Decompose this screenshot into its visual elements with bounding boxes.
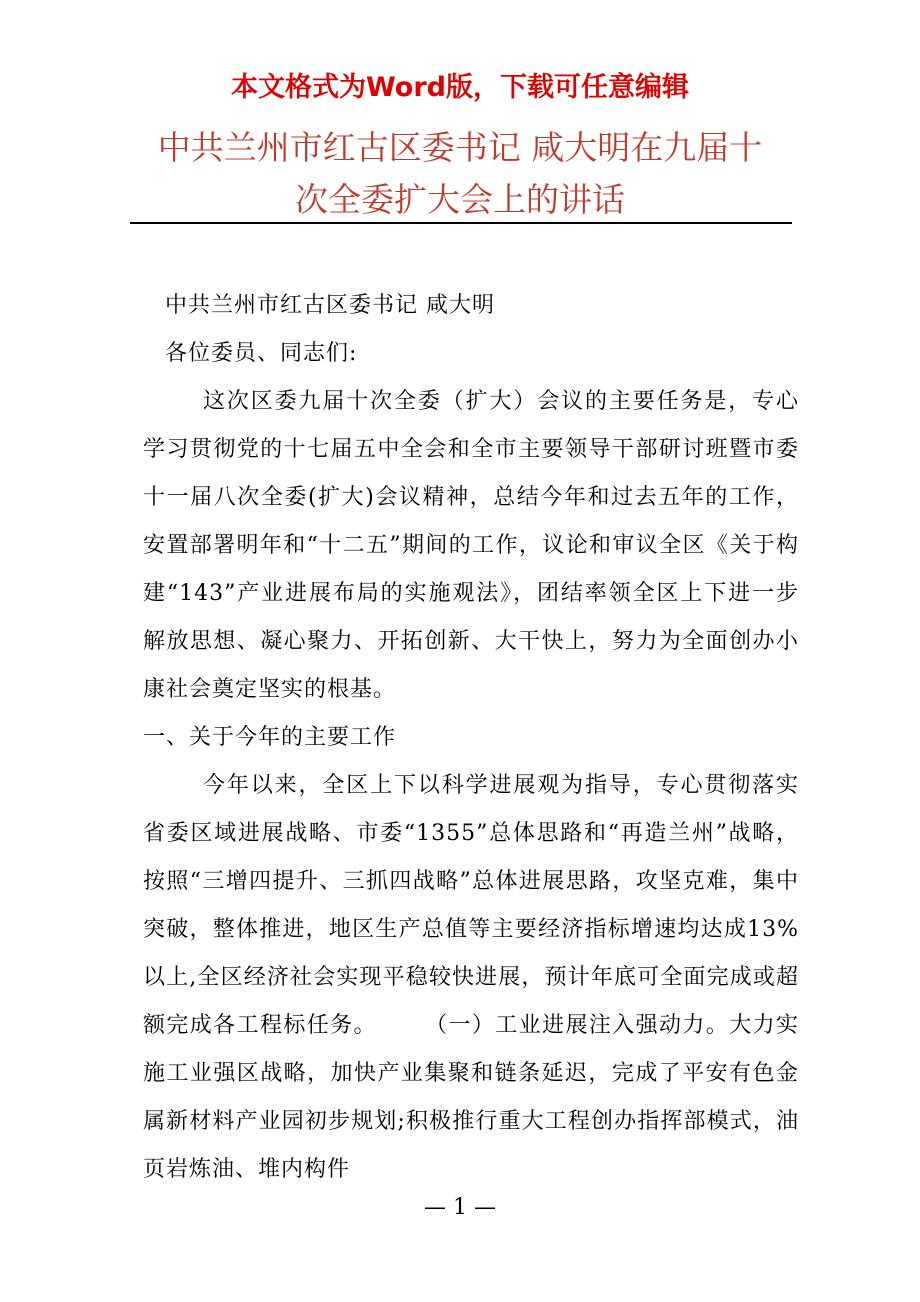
title-line-1: 中共兰州市红古区委书记 咸大明在九届十 [157, 128, 763, 167]
paragraph-intro: 这次区委九届十次全委（扩大）会议的主要任务是，专心学习贯彻党的十七届五中全会和全市主要领导干部研讨班暨市委十一届八次全委(扩大)会议精神，总结今年和过去五年的工作，安置部署明年和“十二五”期间的工作，议论和审议全区《关于构建“143”产业进展布局的实施观法》，团结率领全区上下进一步解放思想、凝心聚力、开拓创新、大干快上，努力为全面创办小康社会奠定坚实的根基。 [143, 389, 799, 702]
page-number: — 1 — [424, 1195, 496, 1220]
author-line: 中共兰州市红古区委书记 咸大明 [165, 293, 495, 318]
format-notice: 本文格式为Word版，下载可任意编辑 [230, 72, 689, 103]
section-heading-1: 一、关于今年的主要工作 [143, 725, 397, 750]
paragraph-main-work: 今年以来，全区上下以科学进展观为指导，专心贯彻落实省委区域进展战略、市委“1355”总体思路和“再造兰州”战略，按照“三增四提升、三抓四战略”总体进展思路，攻坚克难，集中突破，整体推进，地区生产总值等主要经济指标增速均达成13%以上,全区经济社会实现平稳较快进展，预计年底可全面完成或超额完成各工程标任务。 （一）工业进展注入强动力。大力实施工业强区战略，加快产业集聚和链条延迟，完成了平安有色金属新材料产业园初步规划;积极推行重大工程创办指挥部模式，油页岩炼油、堆内构件 [143, 773, 799, 1182]
document-body [143, 282, 799, 1194]
title-line-2: 次全委扩大会上的讲话 [295, 180, 625, 219]
document-title [0, 122, 920, 226]
salutation: 各位委员、同志们: [165, 341, 358, 366]
title-divider [130, 222, 792, 224]
